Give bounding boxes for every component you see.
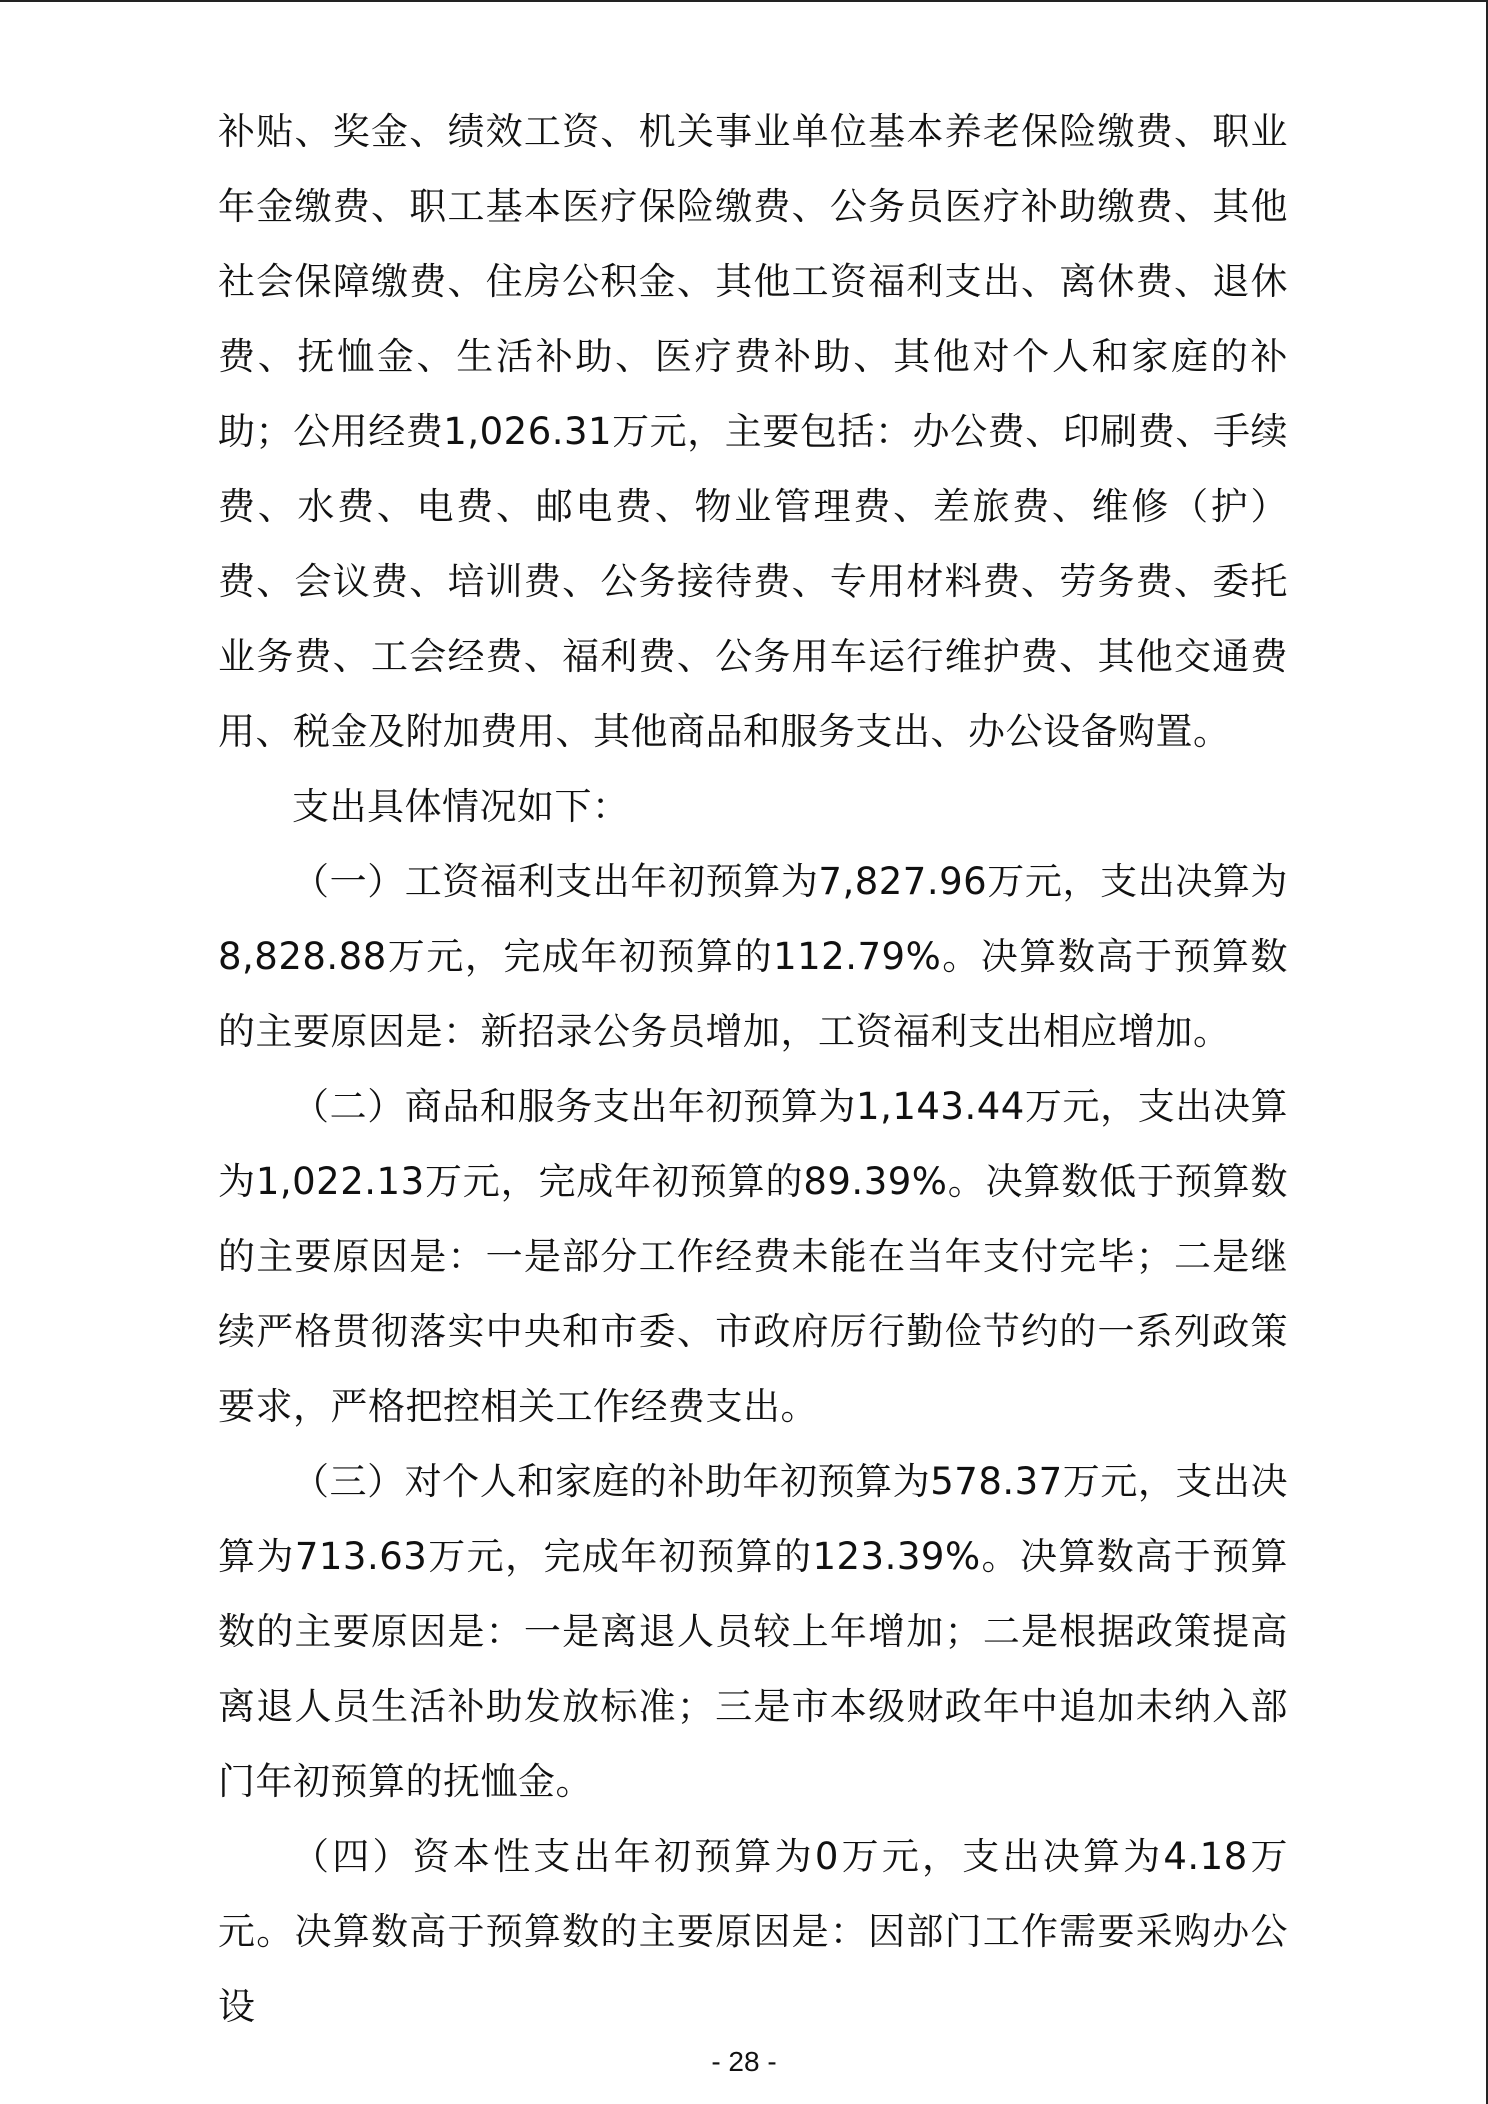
document-body xyxy=(218,94,1288,2044)
paragraph-wages-welfare: （一）工资福利支出年初预算为7,827.96万元，支出决算为8,828.88万元，完成年初预算的112.79%。决算数高于预算数的主要原因是：新招录公务员增加，工资福利支出相应增加。 xyxy=(218,860,1288,1053)
paragraph-intro-continued: 补贴、奖金、绩效工资、机关事业单位基本养老保险缴费、职业年金缴费、职工基本医疗保险缴费、公务员医疗补助缴费、其他社会保障缴费、住房公积金、其他工资福利支出、离休费、退休费、抚恤金、生活补助、医疗费补助、其他对个人和家庭的补助；公用经费1,026.31万元，主要包括：办公费、印刷费、手续费、水费、电费、邮电费、物业管理费、差旅费、维修（护）费、会议费、培训费、公务接待费、专用材料费、劳务费、委托业务费、工会经费、福利费、公务用车运行维护费、其他交通费用、税金及附加费用、其他商品和服务支出、办公设备购置。 xyxy=(218,110,1288,753)
paragraph-individual-family-subsidy: （三）对个人和家庭的补助年初预算为578.37万元，支出决算为713.63万元，完成年初预算的123.39%。决算数高于预算数的主要原因是：一是离退人员较上年增加；二是根据政策提高离退人员生活补助发放标准；三是市本级财政年中追加未纳入部门年初预算的抚恤金。 xyxy=(218,1460,1288,1803)
paragraph-details-intro: 支出具体情况如下： xyxy=(292,785,630,828)
paragraph-goods-services: （二）商品和服务支出年初预算为1,143.44万元，支出决算为1,022.13万元，完成年初预算的89.39%。决算数低于预算数的主要原因是：一是部分工作经费未能在当年支付完毕；二是继续严格贯彻落实中央和市委、市政府厉行勤俭节约的一系列政策要求，严格把控相关工作经费支出。 xyxy=(218,1085,1288,1428)
page-number: - 28 - xyxy=(711,2046,777,2077)
paragraph-capital-expenditure: （四）资本性支出年初预算为0万元，支出决算为4.18万元。决算数高于预算数的主要原因是：因部门工作需要采购办公设 xyxy=(218,1835,1288,2028)
